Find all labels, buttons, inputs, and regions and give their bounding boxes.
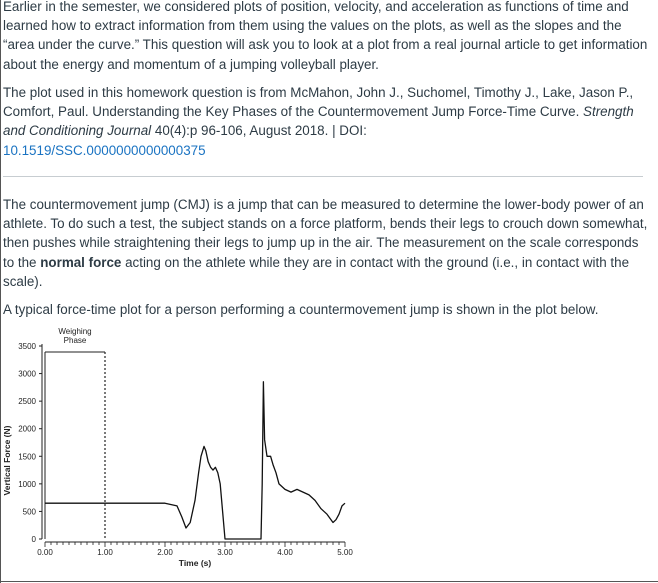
- frame-bottom-border: [0, 581, 658, 582]
- citation-text: The plot used in this homework question is from McMahon, John J., Suchomel, Timothy J., Lake, Jason P., Comfort, Paul. Understanding the Key Phases of the Countermovement Jump Force-Time Curve.: [3, 85, 634, 120]
- cmj-text-before: The countermovement jump (CMJ) is a jump that can be measured to determine the lower-body power of an athlete. To do such a test, the subject stands on a force platform, bends their legs to crouch down somewhat, then pushes while straightening their legs to jump up in the air. The measurement on the scale corresponds to the: [3, 197, 648, 270]
- y-tick-label: 2500: [18, 397, 36, 407]
- x-tick-label: 3.00: [217, 548, 233, 557]
- weighing-phase-label-line2: Phase: [63, 336, 87, 345]
- y-tick-label: 0: [31, 535, 36, 544]
- y-axis-label: Vertical Force (N): [2, 425, 12, 496]
- x-tick-label: 5.00: [337, 548, 353, 557]
- x-tick-label: 2.00: [157, 548, 173, 557]
- cmj-text-after: acting on the athlete while they are in contact with the ground (i.e., in contact with the scale).: [3, 254, 630, 289]
- plot-intro-paragraph: A typical force-time plot for a person performing a countermovement jump is shown in the plot below.: [3, 302, 599, 317]
- force-series-line: [45, 382, 345, 539]
- y-tick-label: 1000: [18, 479, 36, 489]
- y-tick-label: 1500: [18, 452, 36, 462]
- doi-link[interactable]: 10.1519/SSC.0000000000000375: [3, 142, 206, 158]
- x-tick-label: 0.00: [37, 548, 53, 557]
- weighing-phase-label-line1: Weighing: [58, 327, 92, 336]
- x-tick-label: 1.00: [97, 548, 113, 557]
- y-tick-label: 3000: [18, 369, 36, 379]
- intro-paragraph: Earlier in the semester, we considered plots of position, velocity, and acceleration as functions of time and learned how to extract information from them using the values on the plots, as well as the slopes and the “area under the curve.” This question will ask you to look at a plot from a real journal article to get information about the energy and momentum of a jumping volleyball player.: [3, 0, 648, 72]
- citation-paragraph: [3, 83, 651, 160]
- y-tick-label: 3500: [18, 342, 36, 351]
- y-tick-label: 2000: [18, 424, 36, 434]
- journal-name: Strength and Conditioning Journal: [3, 104, 634, 139]
- normal-force-term: normal force: [40, 254, 122, 270]
- y-tick-label: 500: [22, 507, 36, 517]
- cmj-paragraph: [3, 195, 651, 291]
- section-divider: [3, 176, 643, 177]
- x-axis-label: Time (s): [178, 558, 212, 568]
- x-tick-label: 4.00: [277, 548, 293, 557]
- force-time-chart: [0, 320, 360, 575]
- citation-details: 40(4):p 96-106, August 2018. | DOI:: [154, 123, 367, 139]
